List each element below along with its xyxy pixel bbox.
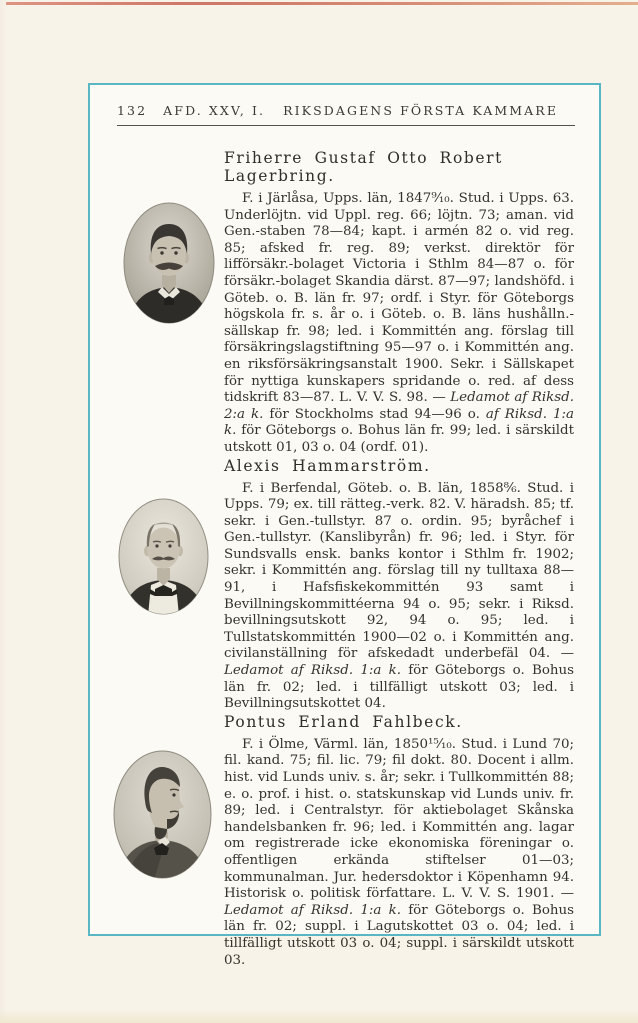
- page-edge-bottom: [0, 1009, 638, 1023]
- entry-heading: Alexis Hammarström.: [224, 456, 431, 475]
- page-edge-top: [6, 2, 638, 5]
- entry-fahlbeck: [90, 713, 599, 969]
- entry-hammarstrom: [90, 457, 599, 713]
- portrait-photo-lagerbring: [122, 201, 216, 325]
- portrait-photo-fahlbeck: [112, 749, 213, 880]
- entry-heading: Friherre Gustaf Otto Robert Lagerbring.: [224, 149, 504, 185]
- oval-portrait-icon: [117, 497, 210, 616]
- entry-body: F. i Ölme, Värml. län, 1850¹⁵⁄₁₀. Stud. i Lund 70; fil. kand. 75; fil. lic. 79; fil dokt. 80. Docent i allm. hist. vid Lunds univ. s. år; sekr. i Tullkommittén 88; e. o. prof. i hist. o. statskunskap vid Lunds univ. fr. 89; led. i Centralstyr. för aktiebolaget Skånska handelsbanken fr. 96; led. i Kommittén ang. lagar om registrerade icke ekonomiska föreningar o. offentligen erkända stiftelser 01—03; kommunalman. Jur. hedersdoktor i Köpenhamn 94. Historisk o. politisk författare. L. V. V. S. 1901. — Ledamot af Riksd. 1:a k. för Göteborgs o. Bohus län fr. 02; suppl. i Lagutskottet 03 o. 04; led. i tillfälligt utskott 03 o. 04; suppl. i särskildt utskott 03.: [224, 736, 575, 968]
- entry-heading: Pontus Erland Fahlbeck.: [224, 712, 463, 731]
- entry-body: F. i Berfendal, Göteb. o. B. län, 1858⁸⁄₆. Stud. i Upps. 79; ex. till rätteg.-verk. 82. V. häradsh. 85; tf. sekr. i Gen.-tullstyr. 87 o. ordin. 95; byråchef i Gen.-tullstyr. (Kanslibyrån) fr. 96; led. i Styr. för Sundsvalls ensk. banks kontor i Sthlm fr. 1902; sekr. i Kommittén ang. förslag till ny tulltaxa 88—91, i Hafsfiskekommittén 93 samt i Bevillningskommittéerna 94 o. 95; sekr. i Riksd. bevillningsutskott 92, 94 o. 95; led. i Tullstatskommittén 1900—02 o. i Kommittén ang. civilanställning för afskedadt underbefäl 04. — Ledamot af Riksd. 1:a k. för Göteborgs o. Bohus län fr. 02; led. i tillfälligt utskott 03; led. i Bevillningsutskottet 04.: [224, 480, 575, 712]
- oval-portrait-icon: [122, 201, 216, 325]
- header-rule: [117, 125, 575, 126]
- oval-portrait-icon: [112, 749, 213, 880]
- header-title: RIKSDAGENS FÖRSTA KAMMARE: [283, 103, 559, 118]
- section-label: AFD. XXV, I.: [163, 103, 266, 118]
- entry-lagerbring: [90, 149, 599, 457]
- entry-body: F. i Järlåsa, Upps. län, 1847⁹⁄₁₀. Stud. i Upps. 63. Underlöjtn. vid Uppl. reg. 66; löjtn. 73; aman. vid Gen.-staben 78—84; kapt. i armén 82 o. vid reg. 85; afsked fr. reg. 89; verkst. direktör för lifförsäkr.-bolaget Victoria i Sthlm 84—87 o. för försäkr.-bolaget Skandia därst. 87—97; landshöfd. i Göteb. o. B. län fr. 97; ordf. i Styr. för Göteborgs högskola fr. s. år o. i Göteb. o. B. läns hushålln.-sällskap fr. 98; led. i Kommittén ang. förslag till försäkringslagstiftning 95—97 o. i Kommittén ang. en riksförsäkringsanstalt 1900. Sekr. i Sällskapet för nyttiga kunskapers spridande o. red. af dess tidskrift 83—87. L. V. V. S. 98. — Ledamot af Riksd. 2:a k. för Stockholms stad 94—96 o. af Riksd. 1:a k. för Göteborgs o. Bohus län fr. 99; led. i särskildt utskott 01, 03 o. 04 (ordf. 01).: [224, 191, 574, 455]
- page-number: 132: [117, 103, 148, 118]
- page-frame: [88, 83, 601, 968]
- running-header: [117, 103, 571, 118]
- biography-entries: [90, 147, 599, 969]
- portrait-photo-hammarstrom: [117, 497, 210, 616]
- page-edge-left: [0, 0, 7, 1023]
